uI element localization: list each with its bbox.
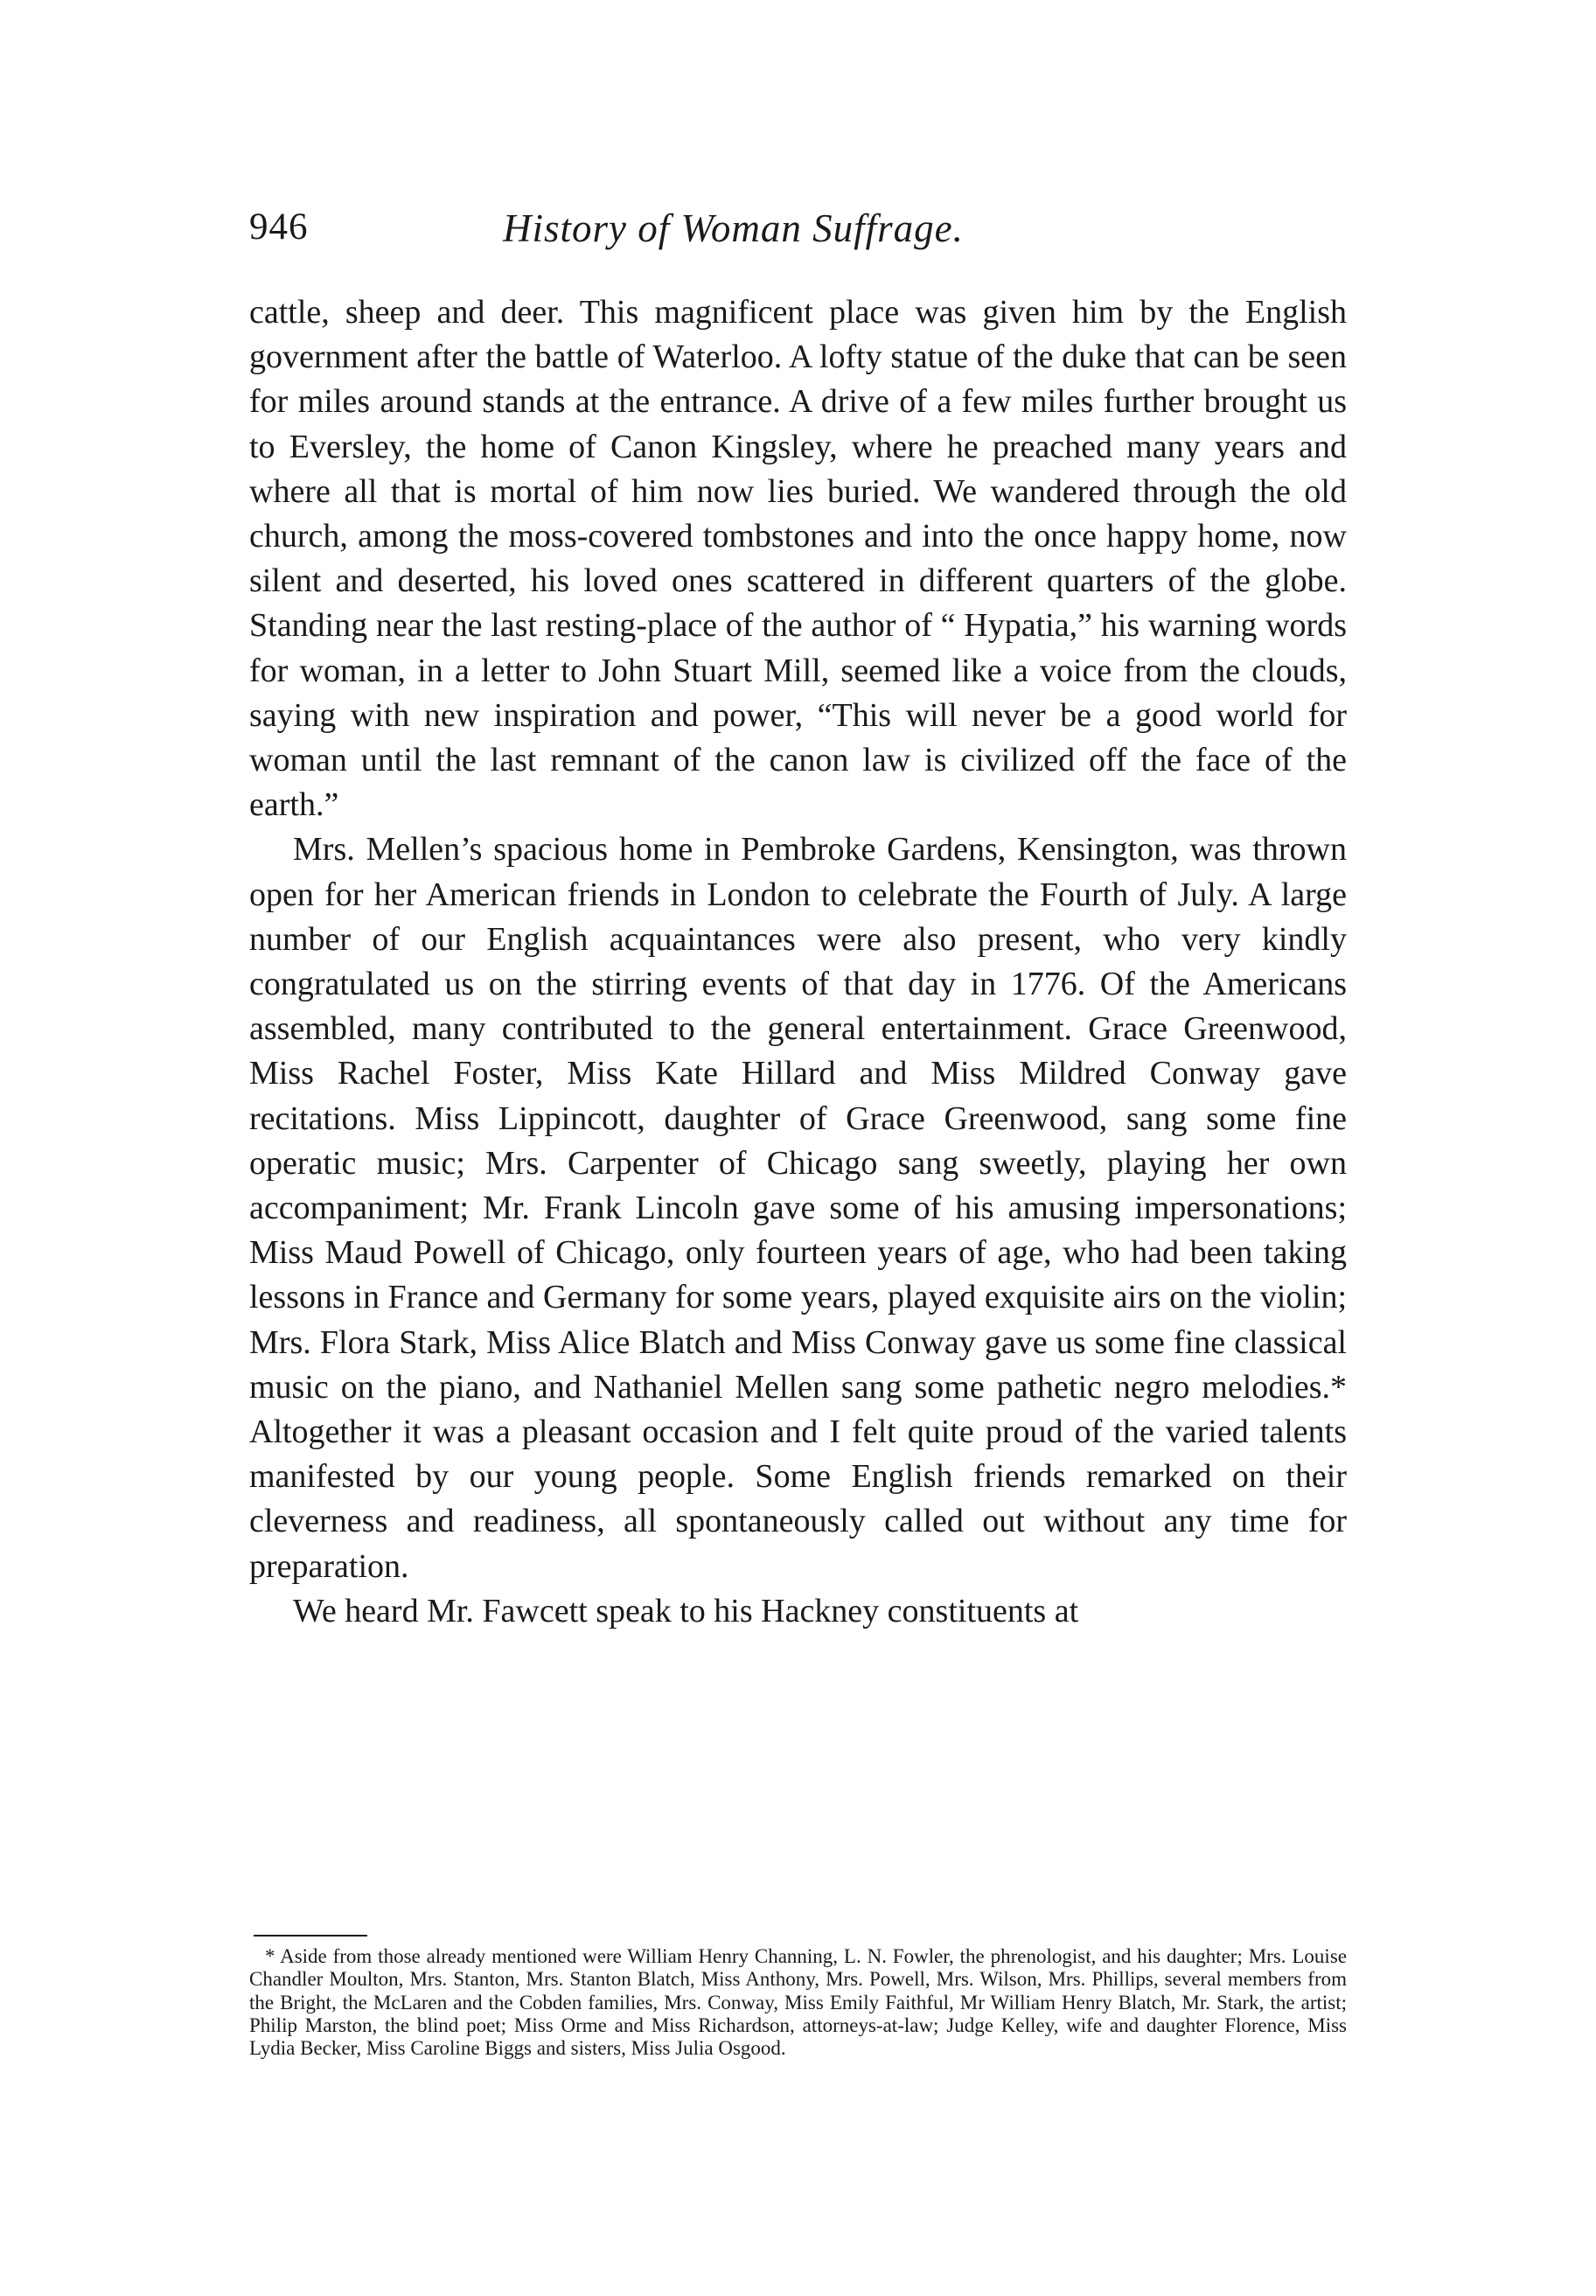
- footnote: * Aside from those already mentioned were William Henry Channing, L. N. Fowler, the phrenologist, and his daughter; Mrs. Louise Chandler Moulton, Mrs. Stanton, Mrs. Stanton Blatch, Miss Anthony, Mrs. Powell, Mrs. Wilson, Mrs. Phillips, several members from the Bright, the McLaren and the Cobden families, Mrs. Conway, Miss Emily Faithful, Mr William Henry Blatch, Mr. Stark, the artist; Philip Marston, the blind poet; Miss Orme and Miss Richardson, attorneys-at-law; Judge Kelley, wife and daughter Florence, Miss Lydia Becker, Miss Caroline Biggs and sisters, Miss Julia Osgood.: [249, 1945, 1347, 2060]
- paragraph-fawcett: We heard Mr. Fawcett speak to his Hackney constituents at: [293, 1592, 1079, 1630]
- main-text: [249, 290, 1347, 1634]
- page-number: 946: [249, 206, 309, 248]
- running-title: History of Woman Suffrage.: [503, 206, 964, 250]
- page-header: [249, 206, 1386, 267]
- paragraph-mellen-home: Mrs. Mellen’s spacious home in Pembroke Gardens, Kensington, was thrown open for her American friends in London to celebrate the Fourth of July. A large number of our English acquaintances were also present, who very kindly congratulated us on the stirring events of that day in 1776. Of the Americans assembled, many contributed to the general entertainment. Grace Greenwood, Miss Rachel Foster, Miss Kate Hillard and Miss Mildred Conway gave recitations. Miss Lippincott, daughter of Grace Greenwood, sang some fine operatic music; Mrs. Carpenter of Chicago sang sweetly, playing her own accompaniment; Mr. Frank Lincoln gave some of his amusing impersonations; Miss Maud Powell of Chicago, only fourteen years of age, who had been taking lessons in France and Germany for some years, played exquisite airs on the violin; Mrs. Flora Stark, Miss Alice Blatch and Miss Conway gave us some fine classical music on the piano, and Nathaniel Mellen sang some pathetic negro melodies.* Altogether it was a pleasant occasion and I felt quite proud of the varied talents manifested by our young people. Some English friends remarked on their cleverness and readiness, all spontaneously called out without any time for preparation.: [249, 831, 1347, 1585]
- footnote-divider: [254, 1935, 367, 1937]
- paragraph-continued: cattle, sheep and deer. This magnificent place was given him by the English government after the battle of Waterloo. A lofty statue of the duke that can be seen for miles around stands at the entrance. A drive of a few miles further brought us to Eversley, the home of Canon Kingsley, where he preached many years and where all that is mortal of him now lies buried. We wandered through the old church, among the moss-covered tombstones and into the once happy home, now silent and deserted, his loved ones scattered in different quarters of the globe. Standing near the last resting-place of the author of “ Hypatia,” his warning words for woman, in a letter to John Stuart Mill, seemed like a voice from the clouds, saying with new inspiration and power, “This will never be a good world for woman until the last remnant of the canon law is civilized off the face of the earth.”: [249, 294, 1347, 824]
